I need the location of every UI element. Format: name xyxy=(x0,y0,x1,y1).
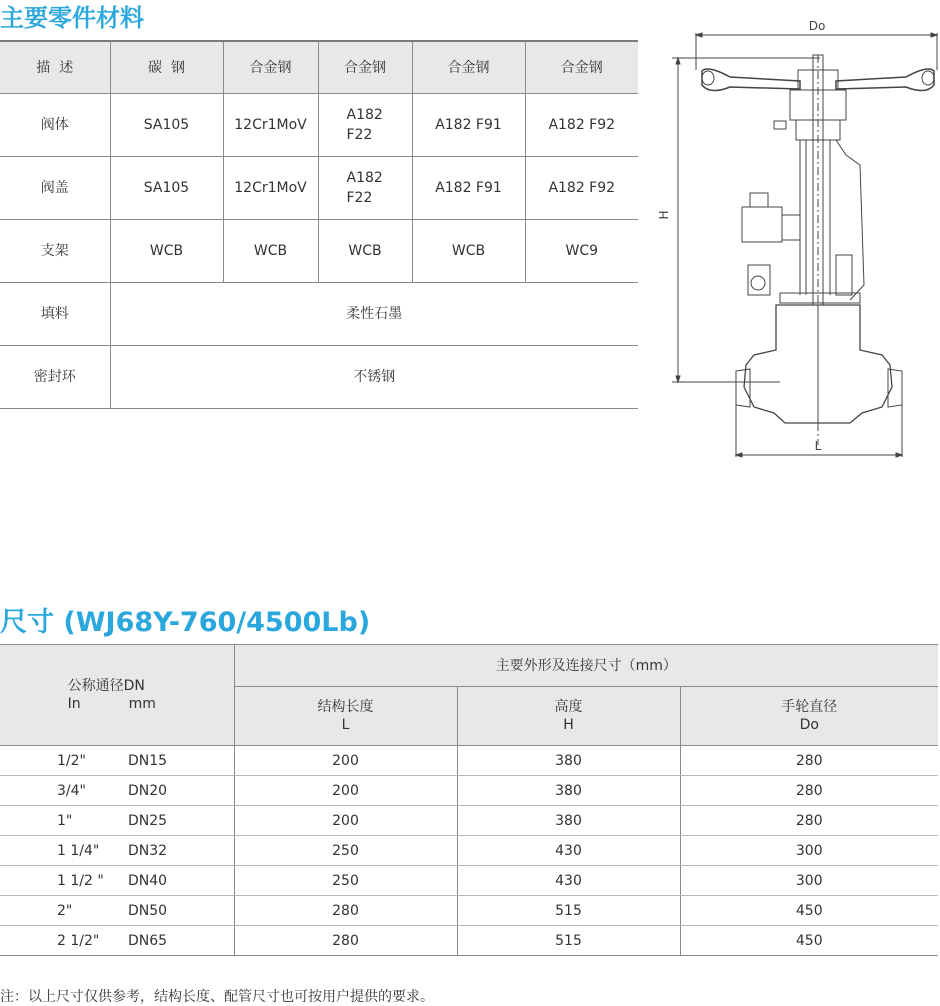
group-header: 主要外形及连接尺寸（mm） xyxy=(234,645,938,687)
table-cell: SA105 xyxy=(110,157,223,220)
h-label: H xyxy=(657,210,671,220)
handwheel-cell: 280 xyxy=(680,806,938,836)
dn-header xyxy=(0,645,234,746)
length-cell: 200 xyxy=(234,806,457,836)
table-row xyxy=(0,806,938,836)
row-label-seal-ring: 密封环 xyxy=(0,346,110,409)
table-row xyxy=(0,283,638,346)
table-cell: A182 F91 xyxy=(412,157,525,220)
table-row xyxy=(0,926,938,956)
col-name: 结构长度 xyxy=(317,699,374,715)
table-cell: A182 F22 xyxy=(318,94,412,157)
table-cell: 12Cr1MoV xyxy=(223,94,318,157)
size-in: 3/4" xyxy=(57,783,86,799)
col-header-description: 描 述 xyxy=(0,41,110,94)
l-label: L xyxy=(814,439,822,453)
size-dn: DN25 xyxy=(128,813,168,829)
table-row xyxy=(0,866,938,896)
table-cell: WCB xyxy=(110,220,223,283)
length-cell: 250 xyxy=(234,836,457,866)
size-cell xyxy=(0,806,234,836)
handwheel-cell: 280 xyxy=(680,746,938,776)
col-header-length xyxy=(234,687,457,746)
table-cell: WCB xyxy=(412,220,525,283)
height-cell: 515 xyxy=(457,926,680,956)
table-cell: WCB xyxy=(318,220,412,283)
valve-drawing xyxy=(650,15,940,460)
height-cell: 380 xyxy=(457,746,680,776)
footnote: 注：以上尺寸仅供参考，结构长度、配管尺寸也可按用户提供的要求。 xyxy=(0,989,434,1005)
do-label: Do xyxy=(808,19,826,33)
size-dn: DN15 xyxy=(128,753,168,769)
materials-table xyxy=(0,40,638,409)
col-name: 手轮直径 xyxy=(781,699,838,715)
size-cell xyxy=(0,896,234,926)
length-cell: 250 xyxy=(234,866,457,896)
length-cell: 200 xyxy=(234,746,457,776)
table-cell: WC9 xyxy=(525,220,638,283)
size-dn: DN40 xyxy=(128,873,168,889)
table-row xyxy=(0,220,638,283)
table-row xyxy=(0,346,638,409)
col-header-alloy-steel-3: 合金钢 xyxy=(412,41,525,94)
table-cell: A182 F91 xyxy=(412,94,525,157)
table-cell: A182 F92 xyxy=(525,157,638,220)
col-header-handwheel xyxy=(680,687,938,746)
length-cell: 280 xyxy=(234,896,457,926)
handwheel-cell: 280 xyxy=(680,776,938,806)
size-cell xyxy=(0,926,234,956)
table-cell: A182 F22 xyxy=(318,157,412,220)
size-in: 1 1/2 " xyxy=(57,873,104,889)
size-dn: DN50 xyxy=(128,903,168,919)
col-symbol: L xyxy=(341,717,350,733)
col-symbol: H xyxy=(563,717,574,733)
materials-title: 主要零件材料 xyxy=(0,4,144,32)
size-cell xyxy=(0,866,234,896)
table-row xyxy=(0,94,638,157)
col-header-height xyxy=(457,687,680,746)
dn-header-mm: mm xyxy=(128,696,156,712)
dimensions-table xyxy=(0,644,938,956)
size-dn: DN20 xyxy=(128,783,168,799)
row-label-body: 阀体 xyxy=(0,94,110,157)
col-header-alloy-steel-4: 合金钢 xyxy=(525,41,638,94)
row-label-bonnet: 阀盖 xyxy=(0,157,110,220)
col-header-carbon-steel: 碳 钢 xyxy=(110,41,223,94)
col-header-alloy-steel-2: 合金钢 xyxy=(318,41,412,94)
table-cell: A182 F92 xyxy=(525,94,638,157)
handwheel-cell: 450 xyxy=(680,926,938,956)
dn-header-in: In xyxy=(67,696,81,712)
dimensions-title: 尺寸 (WJ68Y-760/4500Lb) xyxy=(0,607,371,638)
col-symbol: Do xyxy=(799,717,819,733)
size-cell xyxy=(0,746,234,776)
size-cell xyxy=(0,776,234,806)
height-cell: 430 xyxy=(457,866,680,896)
length-cell: 200 xyxy=(234,776,457,806)
height-cell: 515 xyxy=(457,896,680,926)
table-cell: SA105 xyxy=(110,94,223,157)
table-cell: WCB xyxy=(223,220,318,283)
table-row xyxy=(0,746,938,776)
table-cell-merged: 不锈钢 xyxy=(110,346,638,409)
height-cell: 380 xyxy=(457,806,680,836)
dimensions-header-row xyxy=(0,645,938,687)
table-row xyxy=(0,157,638,220)
col-header-alloy-steel-1: 合金钢 xyxy=(223,41,318,94)
size-in: 2" xyxy=(57,903,73,919)
height-cell: 430 xyxy=(457,836,680,866)
size-in: 1" xyxy=(57,813,73,829)
dn-header-title: 公称通径DN xyxy=(67,678,145,694)
table-cell: 12Cr1MoV xyxy=(223,157,318,220)
size-in: 1 1/4" xyxy=(57,843,100,859)
col-name: 高度 xyxy=(554,699,583,715)
table-row xyxy=(0,836,938,866)
table-row xyxy=(0,776,938,806)
handwheel-cell: 450 xyxy=(680,896,938,926)
size-cell xyxy=(0,836,234,866)
handwheel-cell: 300 xyxy=(680,866,938,896)
height-cell: 380 xyxy=(457,776,680,806)
size-in: 2 1/2" xyxy=(57,933,100,949)
row-label-yoke: 支架 xyxy=(0,220,110,283)
handwheel-cell: 300 xyxy=(680,836,938,866)
size-dn: DN32 xyxy=(128,843,168,859)
materials-header-row xyxy=(0,41,638,94)
size-in: 1/2" xyxy=(57,753,86,769)
table-row xyxy=(0,896,938,926)
length-cell: 280 xyxy=(234,926,457,956)
table-cell-merged: 柔性石墨 xyxy=(110,283,638,346)
size-dn: DN65 xyxy=(128,933,168,949)
row-label-packing: 填料 xyxy=(0,283,110,346)
